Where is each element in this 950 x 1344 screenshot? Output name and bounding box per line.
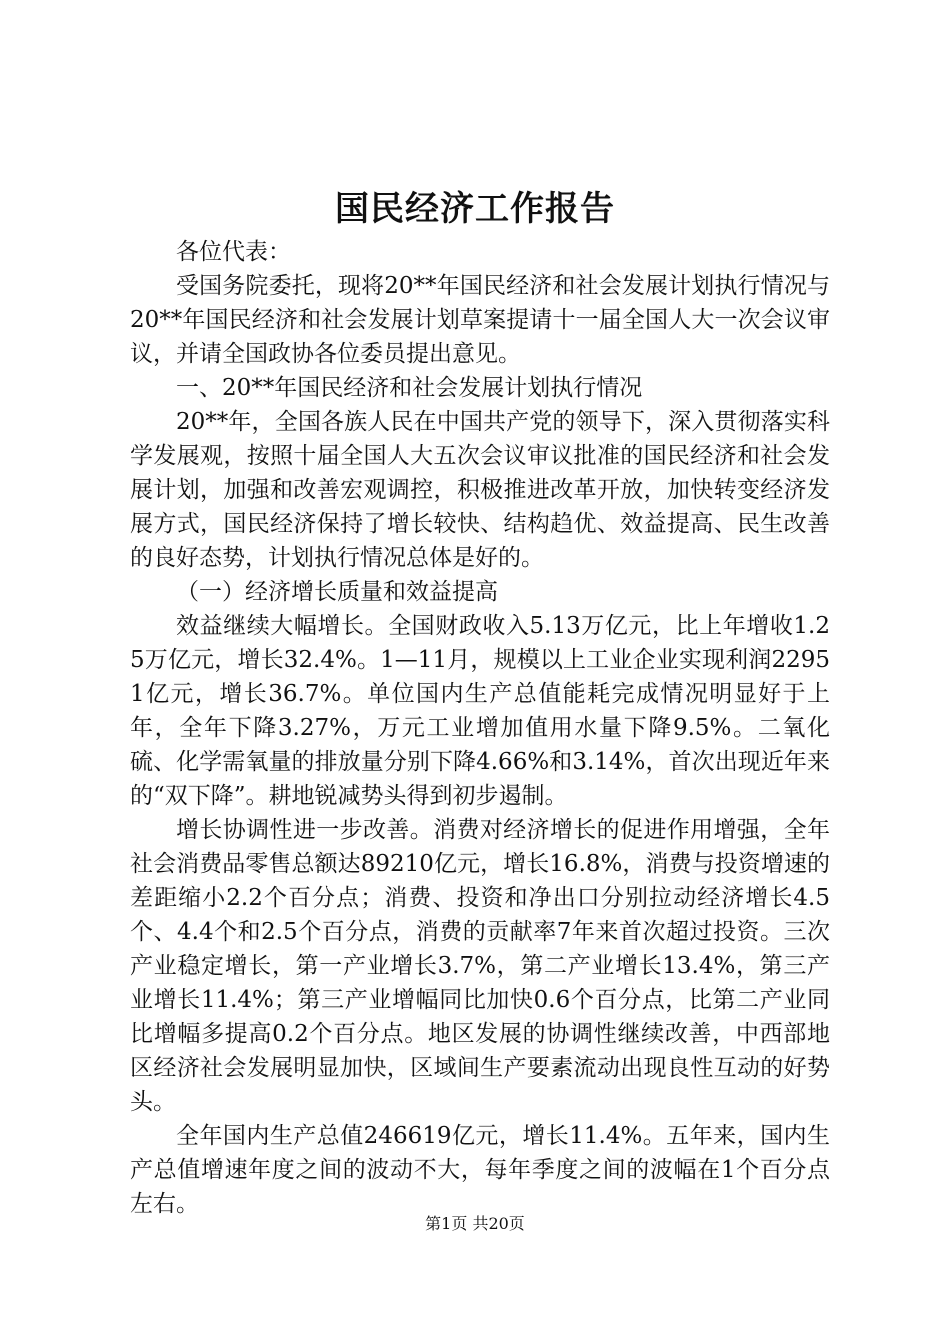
document-title: 国民经济工作报告 xyxy=(335,189,615,229)
intro-paragraph: 受国务院委托，现将20**年国民经济和社会发展计划执行情况与20**年国民经济和社会发展计划草案提请十一届全国人大一次会议审议，并请全国政协各位委员提出意见。 xyxy=(130,273,830,367)
coordination-paragraph: 增长协调性进一步改善。消费对经济增长的促进作用增强，全年社会消费品零售总额达89210亿元，增长16.8%，消费与投资增速的差距缩小2.2个百分点；消费、投资和净出口分别拉动经济增长4.5个、4.4个和2.5个百分点，消费的贡献率7年来首次超过投资。三次产业稳定增长，第一产业增长3.7%，第二产业增长13.4%，第三产业增长11.4%；第三产业增幅同比加快0.6个百分点，比第二产业同比增幅多提高0.2个百分点。地区发展的协调性继续改善，中西部地区经济社会发展明显加快，区域间生产要素流动出现良性互动的好势头。 xyxy=(130,817,830,1115)
salutation-paragraph: 各位代表： xyxy=(176,239,291,265)
overview-paragraph: 20**年，全国各族人民在中国共产党的领导下，深入贯彻落实科学发展观，按照十届全国人大五次会议审议批准的国民经济和社会发展计划，加强和改善宏观调控，积极推进改革开放，加快转变经济发展方式，国民经济保持了增长较快、结构趋优、效益提高、民生改善的良好态势，计划执行情况总体是好的。 xyxy=(130,409,830,571)
document-body xyxy=(130,235,830,1221)
subsection-heading: （一）经济增长质量和效益提高 xyxy=(176,579,498,605)
gdp-paragraph: 全年国内生产总值246619亿元，增长11.4%。五年来，国内生产总值增速年度之间的波动不大，每年季度之间的波幅在1个百分点左右。 xyxy=(130,1123,830,1217)
efficiency-paragraph: 效益继续大幅增长。全国财政收入5.13万亿元，比上年增收1.25万亿元，增长32.4%。1—11月，规模以上工业企业实现利润22951亿元，增长36.7%。单位国内生产总值能耗完成情况明显好于上年，全年下降3.27%，万元工业增加值用水量下降9.5%。二氧化硫、化学需氧量的排放量分别下降4.66%和3.14%，首次出现近年来的“双下降”。耕地锐减势头得到初步遏制。 xyxy=(130,613,830,809)
section-heading: 一、20**年国民经济和社会发展计划执行情况 xyxy=(176,375,643,401)
page-footer: 第1页 共20页 xyxy=(425,1214,525,1233)
